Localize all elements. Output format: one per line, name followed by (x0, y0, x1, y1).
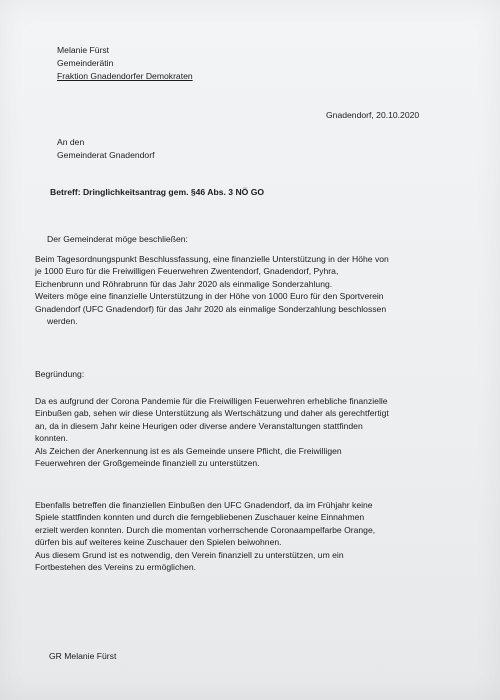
reason-line: Feuerwehren der Großgemeinde finanziell zu unterstützen. (35, 458, 260, 469)
recipient-line2: Gemeinderat Gnadendorf (57, 150, 155, 160)
motion-line: werden. (47, 316, 78, 327)
reason-line: Da es aufgrund der Corona Pandemie für die Freiwilligen Feuerwehren erhebliche finanzielle (35, 396, 388, 406)
reason-line: an, da in diesem Jahr keine Heurigen oder diverse andere Veranstaltungen stattfinden (35, 420, 363, 431)
motion-line: je 1000 Euro für die Freiwilligen Feuerwehren Zwentendorf, Gnadendorf, Pyhra, (35, 266, 339, 277)
reason-line: Fortbestehen des Vereins zu ermöglichen. (35, 562, 196, 573)
motion-line: Weiters möge eine finanzielle Unterstützung in der Höhe von 1000 Euro für den Sportverein (35, 291, 384, 302)
reason-line: erzielt werden konnten. Durch die momentan vorherrschende Coronaampelfarbe Orange, (35, 524, 376, 535)
signature: GR Melanie Fürst (49, 651, 117, 661)
sender-party: Fraktion Gnadendorfer Demokraten (57, 71, 193, 81)
reason-paragraph-2 (35, 499, 475, 573)
reason-line: Ebenfalls betreffen die finanziellen Einbußen den UFC Gnadendorf, da im Frühjahr keine (35, 500, 373, 510)
motion-paragraph (35, 253, 475, 327)
reason-line: dürfen bis auf weiteres keine Zuschauer den Spielen beiwohnen. (35, 537, 282, 548)
reason-line: Aus diesem Grund ist es notwendig, den Verein finanziell zu unterstützen, um ein (35, 549, 344, 560)
sender-role: Gemeinderätin (57, 58, 114, 68)
reason-line: Einbußen gab, sehen wir diese Unterstützung als Wertschätzung und daher als gerechtfertigt (35, 408, 389, 419)
motion-intro: Der Gemeinderat möge beschließen: (47, 234, 188, 244)
reason-line: konnten. (35, 433, 68, 444)
recipient-line1: An den (57, 137, 85, 147)
reason-line: Als Zeichen der Anerkennung ist es als Gemeinde unsere Pflicht, die Freiwilligen (35, 445, 342, 456)
reason-heading: Begründung: (35, 369, 85, 379)
motion-line: Gnadendorf (UFC Gnadendorf) für das Jahr 2020 als einmalige Sonderzahlung beschlossen (35, 303, 387, 314)
motion-line: Beim Tagesordnungspunkt Beschlussfassung, eine finanzielle Unterstützung in der Höhe von (35, 254, 389, 264)
subject-line: Betreff: Dringlichkeitsantrag gem. §46 Abs. 3 NÖ GO (50, 187, 265, 197)
motion-line: Eichenbrunn und Röhrabrunn für das Jahr 2020 als einmalige Sonderzahlung. (35, 278, 333, 289)
place-date: Gnadendorf, 20.10.2020 (326, 110, 420, 120)
sender-name: Melanie Fürst (57, 45, 110, 55)
reason-line: Spiele stattfinden konnten und durch die ferngebliebenen Zuschauer keine Einnahmen (35, 512, 365, 523)
reason-paragraph-1 (35, 395, 475, 469)
